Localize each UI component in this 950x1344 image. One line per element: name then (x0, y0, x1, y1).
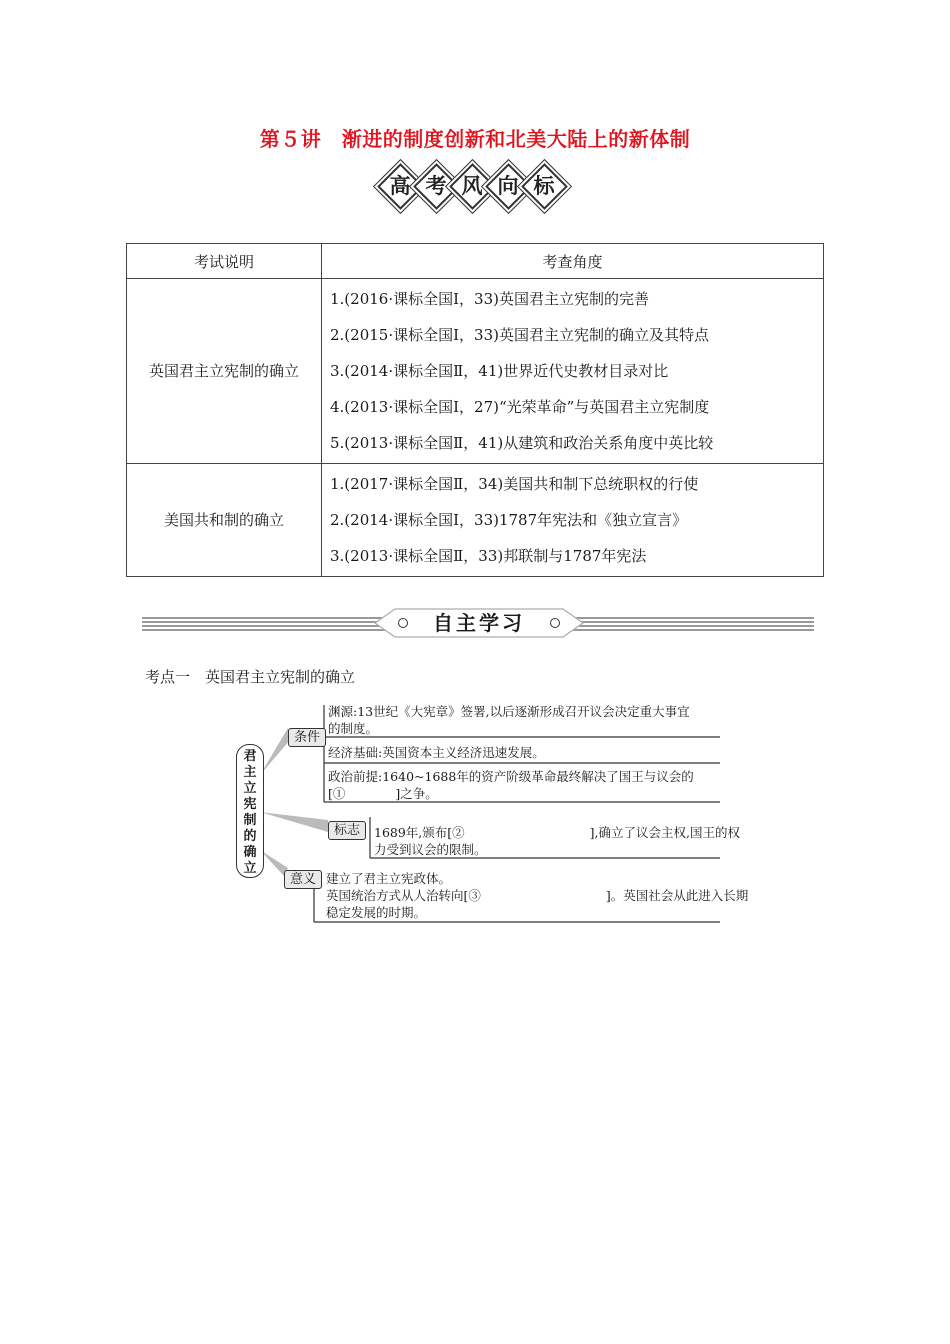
table-desc-cell: 美国共和制的确立 (127, 464, 322, 577)
condition-line: 渊源:13世纪《大宪章》签署,以后逐渐形成召开议会决定重大事宜 (328, 704, 690, 719)
exam-table (126, 243, 824, 577)
condition-line: 经济基础:英国资本主义经济迅速发展。 (328, 745, 545, 760)
condition-line: 政治前提:1640~1688年的资产阶级革命最终解决了国王与议会的 (328, 769, 694, 784)
meaning-line: 英国统治方式从人治转向[③ ]。英国社会从此进入长期 (326, 888, 749, 903)
table-row (127, 464, 824, 577)
meaning-line: 稳定发展的时期。 (326, 905, 427, 920)
sign-line: 力受到议会的限制。 (374, 842, 487, 857)
table-item: 1.(2017·课标全国Ⅱ，34)美国共和制下总统职权的行使 (330, 475, 699, 493)
table-item: 3.(2014·课标全国Ⅱ，41)世界近代史教材目录对比 (330, 362, 669, 380)
table-item: 4.(2013·课标全国Ⅰ，27)“光荣革命”与英国君主立宪制度 (330, 398, 710, 416)
sign-line: 1689年,颁布[② ],确立了议会主权,国王的权 (374, 825, 740, 840)
section-banner (142, 608, 814, 638)
point-heading: 考点一 英国君主立宪制的确立 (145, 668, 356, 686)
section-title: 自主学习 (433, 611, 525, 635)
node-meaning: 意义 (284, 870, 322, 889)
node-sign: 标志 (328, 821, 366, 840)
node-condition: 条件 (288, 728, 326, 747)
table-header-cell: 考试说明 (127, 244, 322, 279)
table-row (127, 279, 824, 464)
badge-diamond: 考 (416, 166, 456, 206)
mind-map (228, 700, 749, 930)
table-header-cell: 考查角度 (322, 244, 824, 279)
condition-line: 的制度。 (328, 721, 379, 736)
table-item: 5.(2013·课标全国Ⅱ，41)从建筑和政治关系角度中英比较 (330, 434, 714, 452)
badge-diamond: 标 (524, 166, 564, 206)
page-title: 第５讲 渐进的制度创新和北美大陆上的新体制 (259, 127, 691, 151)
banner-stripes-right (564, 617, 814, 631)
meaning-line: 建立了君主立宪政体。 (326, 871, 452, 886)
exam-trend-badge (380, 160, 580, 216)
table-items-cell (322, 464, 824, 577)
root-node: 君主立宪制的确立 (236, 744, 264, 878)
table-item: 2.(2014·课标全国Ⅰ，33)1787年宪法和《独立宣言》 (330, 511, 688, 529)
table-items-cell (322, 279, 824, 464)
badge-diamond: 风 (452, 166, 492, 206)
badge-diamond: 高 (380, 166, 420, 206)
badge-diamond: 向 (488, 166, 528, 206)
banner-center (374, 608, 584, 638)
table-item: 3.(2013·课标全国Ⅱ，33)邦联制与1787年宪法 (330, 547, 647, 565)
table-desc-cell: 英国君主立宪制的确立 (127, 279, 322, 464)
table-item: 1.(2016·课标全国Ⅰ，33)英国君主立宪制的完善 (330, 290, 649, 308)
condition-line: [① ]之争。 (328, 786, 438, 801)
table-item: 2.(2015·课标全国Ⅰ，33)英国君主立宪制的确立及其特点 (330, 326, 709, 344)
banner-stripes-left (142, 617, 392, 631)
table-header-row (127, 244, 824, 279)
